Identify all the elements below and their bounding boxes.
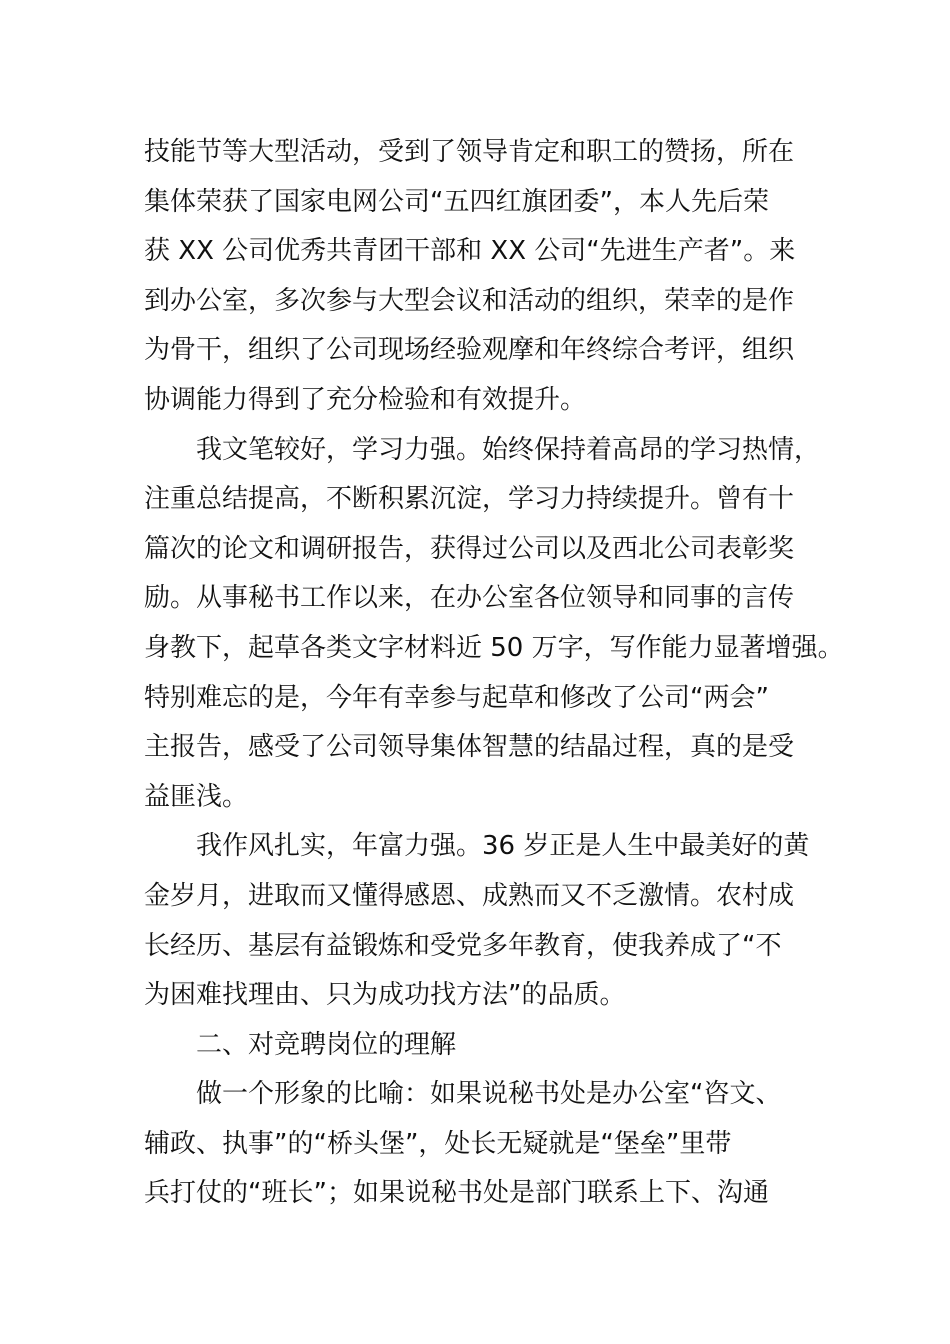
text-line: 主报告，感受了公司领导集体智慧的结晶过程，真的是受 [144,732,795,763]
text-line: 兵打仗的“班长”；如果说秘书处是部门联系上下、沟通 [144,1178,769,1209]
text-line: 为困难找理由、只为成功找方法”的品质。 [144,980,626,1011]
text-line: 技能节等大型活动，受到了领导肯定和职工的赞扬，所在 [144,137,795,167]
text-line: 篇次的论文和调研报告，获得过公司以及西北公司表彰奖 [144,533,795,564]
text-line: 获 XX 公司优秀共青团干部和 XX 公司“先进生产者”。来 [144,236,796,267]
text-line: 身教下，起草各类文字材料近 50 万字，写作能力显著增强。 [144,632,844,663]
text-line: 辅政、执事”的“桥头堡”，处长无疑就是“堡垒”里带 [144,1128,732,1159]
text-line: 我文笔较好，学习力强。始终保持着高昂的学习热情， [196,434,821,465]
text-line: 二、对竞聘岗位的理解 [196,1029,457,1060]
paragraph [144,1070,808,1219]
text-line: 励。从事秘书工作以来，在办公室各位领导和同事的言传 [144,583,795,614]
text-line: 协调能力得到了充分检验和有效提升。 [144,384,587,415]
paragraph [144,426,844,823]
text-line: 做一个形象的比喻：如果说秘书处是办公室“咨文、 [196,1079,782,1110]
text-line: 长经历、基层有益锻炼和受党多年教育，使我养成了“不 [144,930,782,961]
text-line: 益匪浅。 [144,781,249,812]
section-heading [144,1021,808,1071]
paragraph [144,128,808,426]
text-line: 集体荣获了国家电网公司“五四红旗团委”，本人先后荣 [144,186,769,217]
text-line: 我作风扎实，年富力强。36 岁正是人生中最美好的黄 [196,831,810,862]
document-body [144,128,844,1219]
text-line: 金岁月，进取而又懂得感恩、成熟而又不乏激情。农村成 [144,880,795,911]
text-line: 为骨干，组织了公司现场经验观摩和年终综合考评，组织 [144,335,795,366]
text-line: 注重总结提高，不断积累沉淀，学习力持续提升。曾有十 [144,484,795,515]
text-line: 特别难忘的是，今年有幸参与起草和修改了公司“两会” [144,682,769,713]
paragraph [144,822,808,1020]
text-line: 到办公室，多次参与大型会议和活动的组织，荣幸的是作 [144,285,795,316]
